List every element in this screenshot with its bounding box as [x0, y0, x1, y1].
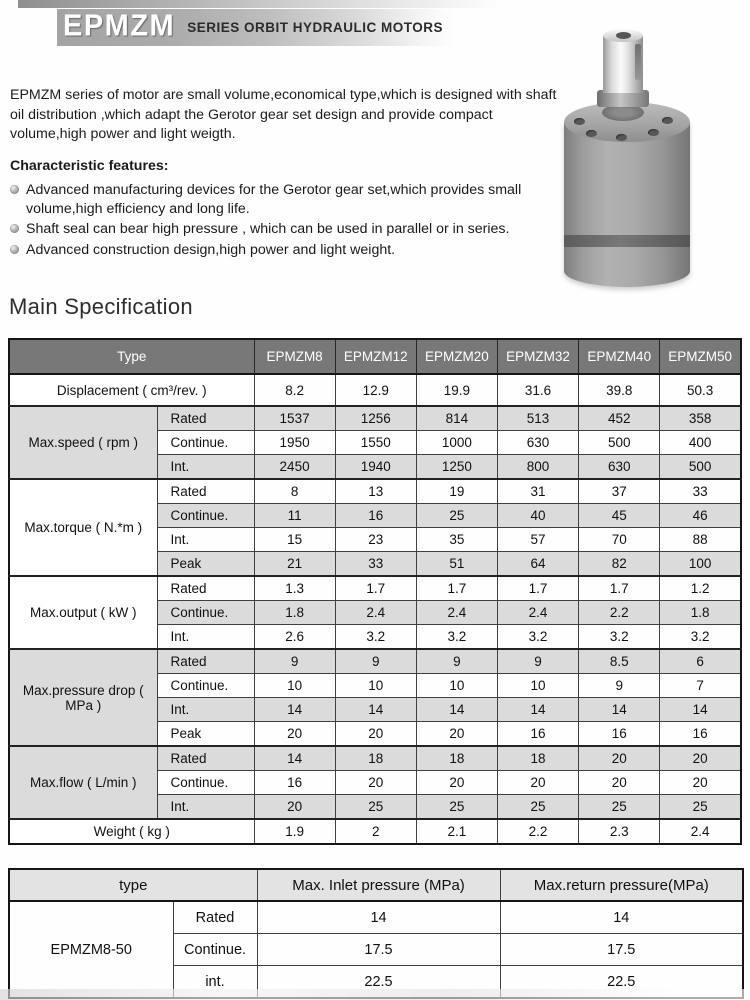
motor-body	[564, 122, 690, 287]
spec-value: 2.2	[497, 819, 578, 844]
spec-value: 14	[254, 746, 335, 771]
spec-value: 2.3	[579, 819, 660, 844]
column-header: EPMZM32	[497, 339, 578, 374]
row-group-label: Max.flow ( L/min )	[9, 746, 157, 819]
spec-value: 10	[335, 674, 416, 698]
spec-value: 15	[254, 528, 335, 552]
spec-value: 100	[660, 552, 741, 577]
spec-value: 51	[416, 552, 497, 577]
row-sub-label: Rated	[173, 901, 257, 934]
column-header: EPMZM12	[335, 339, 416, 374]
row-sub-label: Continue.	[173, 934, 257, 966]
spec-value: 70	[579, 528, 660, 552]
spec-value: 14	[335, 698, 416, 722]
feature-text: Advanced manufacturing devices for the Gerotor gear set,which provides small volume,high efficiency and long life.	[26, 182, 522, 217]
bolt-hole	[662, 117, 673, 124]
shaft-keyway	[635, 44, 641, 80]
spec-value: 1250	[416, 455, 497, 480]
row-group-label: Max.speed ( rpm )	[9, 406, 157, 479]
spec-value: 37	[579, 479, 660, 504]
spec-header-row	[9, 339, 741, 374]
spec-value: 9	[497, 649, 578, 674]
motor-band	[564, 235, 690, 247]
row-sub-label: Continue.	[157, 674, 254, 698]
spec-value: 20	[497, 771, 578, 795]
spec-value: 452	[579, 406, 660, 431]
pressure-value: 17.5	[500, 934, 743, 966]
spec-value: 40	[497, 504, 578, 528]
spec-value: 1.7	[579, 576, 660, 601]
spec-value: 1940	[335, 455, 416, 480]
spec-value: 800	[497, 455, 578, 480]
pressure-row	[9, 901, 743, 934]
spec-value: 1537	[254, 406, 335, 431]
sphere-bullet-icon	[10, 185, 19, 194]
spec-row-weight	[9, 819, 741, 844]
hydraulic-motor-photo	[552, 30, 702, 295]
features-section	[10, 158, 568, 261]
spec-value: 1000	[416, 431, 497, 455]
spec-value: 82	[579, 552, 660, 577]
row-sub-label: Rated	[157, 649, 254, 674]
spec-value: 20	[416, 722, 497, 747]
main-spec-table	[8, 338, 742, 845]
spec-value: 31.6	[497, 374, 578, 406]
spec-value: 14	[416, 698, 497, 722]
spec-value: 16	[335, 504, 416, 528]
model-label: EPMZM8-50	[9, 901, 173, 998]
spec-value: 1.3	[254, 576, 335, 601]
spec-value: 3.2	[579, 625, 660, 650]
top-gradient-strip	[18, 0, 500, 8]
spec-value: 1.7	[416, 576, 497, 601]
spec-value: 33	[660, 479, 741, 504]
spec-value: 10	[416, 674, 497, 698]
intro-paragraph: EPMZM series of motor are small volume,economical type,which is designed with shaft oil distribution ,which adapt the Gerotor gear set design and provide compact volume,high power and light weigth.	[10, 87, 557, 142]
spec-value: 3.2	[497, 625, 578, 650]
row-sub-label: Continue.	[157, 504, 254, 528]
pressure-value: 22.5	[500, 966, 743, 999]
spec-value: 46	[660, 504, 741, 528]
spec-value: 18	[335, 746, 416, 771]
spec-value: 6	[660, 649, 741, 674]
pressure-header-row	[9, 869, 743, 901]
pressure-value: 22.5	[257, 966, 500, 999]
spec-value: 14	[579, 698, 660, 722]
spec-value: 2.6	[254, 625, 335, 650]
pressure-value: 14	[500, 901, 743, 934]
spec-value: 20	[660, 771, 741, 795]
spec-value: 10	[497, 674, 578, 698]
spec-value: 400	[660, 431, 741, 455]
spec-value: 3.2	[335, 625, 416, 650]
spec-value: 20	[254, 722, 335, 747]
spec-value: 14	[254, 698, 335, 722]
spec-value: 9	[335, 649, 416, 674]
row-sub-label: Continue.	[157, 771, 254, 795]
spec-value: 2.4	[416, 601, 497, 625]
row-group-label: Max.output ( kW )	[9, 576, 157, 649]
row-sub-label: Int.	[157, 528, 254, 552]
scan-artifact-strip	[0, 989, 750, 1000]
spec-value: 2.1	[416, 819, 497, 844]
spec-value: 3.2	[416, 625, 497, 650]
series-title: SERIES ORBIT HYDRAULIC MOTORS	[187, 19, 443, 35]
spec-value: 630	[497, 431, 578, 455]
spec-value: 35	[416, 528, 497, 552]
column-header: EPMZM40	[579, 339, 660, 374]
spec-value: 88	[660, 528, 741, 552]
spec-row	[9, 479, 741, 504]
row-sub-label: int.	[173, 966, 257, 999]
spec-value: 57	[497, 528, 578, 552]
spec-value: 20	[579, 771, 660, 795]
bolt-hole	[586, 130, 597, 137]
spec-value: 25	[416, 795, 497, 820]
brand-logo: EPMZM	[63, 9, 176, 43]
spec-value: 19	[416, 479, 497, 504]
spec-value: 12.9	[335, 374, 416, 406]
type-header-cell: Type	[9, 339, 254, 374]
pressure-value: 14	[257, 901, 500, 934]
spec-value: 2.4	[335, 601, 416, 625]
spec-value: 31	[497, 479, 578, 504]
row-sub-label: Rated	[157, 406, 254, 431]
spec-value: 1.8	[254, 601, 335, 625]
spec-value: 14	[497, 698, 578, 722]
spec-value: 1.9	[254, 819, 335, 844]
row-sub-label: Peak	[157, 552, 254, 577]
row-sub-label: Int.	[157, 795, 254, 820]
row-sub-label: Rated	[157, 746, 254, 771]
spec-value: 16	[497, 722, 578, 747]
spec-value: 19.9	[416, 374, 497, 406]
sphere-bullet-icon	[10, 245, 19, 254]
spec-value: 1.2	[660, 576, 741, 601]
row-group-label: Max.pressure drop ( MPa )	[9, 649, 157, 746]
spec-value: 8	[254, 479, 335, 504]
row-sub-label: Peak	[157, 722, 254, 747]
pressure-table	[8, 868, 744, 999]
spec-value: 20	[579, 746, 660, 771]
spec-value: 2.2	[579, 601, 660, 625]
spec-row	[9, 649, 741, 674]
pressure-type-header: type	[9, 869, 257, 901]
row-sub-label: Continue.	[157, 431, 254, 455]
spec-value: 500	[660, 455, 741, 480]
spec-value: 8.5	[579, 649, 660, 674]
spec-value: 1256	[335, 406, 416, 431]
spec-row	[9, 746, 741, 771]
spec-value: 9	[579, 674, 660, 698]
bolt-hole	[648, 129, 659, 136]
spec-value: 9	[254, 649, 335, 674]
spec-value: 11	[254, 504, 335, 528]
spec-value: 513	[497, 406, 578, 431]
spec-value: 18	[416, 746, 497, 771]
feature-text: Advanced construction design,high power and light weight.	[26, 241, 396, 258]
bolt-hole	[574, 118, 585, 125]
spec-value: 25	[579, 795, 660, 820]
spec-value: 814	[416, 406, 497, 431]
spec-value: 20	[335, 771, 416, 795]
spec-value: 23	[335, 528, 416, 552]
spec-value: 16	[254, 771, 335, 795]
feature-text: Shaft seal can bear high pressure , which can be used in parallel or in series.	[26, 221, 510, 237]
column-header: EPMZM20	[416, 339, 497, 374]
row-label: Displacement ( cm³/rev. )	[9, 374, 254, 406]
shaft-center-hole	[616, 32, 631, 39]
spec-row-displacement	[9, 374, 741, 406]
spec-value: 25	[660, 795, 741, 820]
header-bar	[57, 9, 459, 46]
spec-value: 500	[579, 431, 660, 455]
spec-value: 50.3	[660, 374, 741, 406]
spec-value: 2450	[254, 455, 335, 480]
spec-value: 8.2	[254, 374, 335, 406]
spec-value: 14	[660, 698, 741, 722]
spec-value: 630	[579, 455, 660, 480]
spec-value: 9	[416, 649, 497, 674]
row-sub-label: Int.	[157, 455, 254, 480]
spec-value: 1950	[254, 431, 335, 455]
spec-value: 13	[335, 479, 416, 504]
feature-item	[10, 241, 568, 260]
spec-value: 1.7	[497, 576, 578, 601]
row-sub-label: Rated	[157, 479, 254, 504]
spec-value: 1.7	[335, 576, 416, 601]
row-sub-label: Int.	[157, 625, 254, 650]
spec-value: 25	[497, 795, 578, 820]
pressure-value: 17.5	[257, 934, 500, 966]
spec-value: 20	[335, 722, 416, 747]
row-sub-label: Int.	[157, 698, 254, 722]
spec-value: 1.8	[660, 601, 741, 625]
spec-value: 20	[254, 795, 335, 820]
spec-value: 18	[497, 746, 578, 771]
inlet-pressure-header: Max. Inlet pressure (MPa)	[257, 869, 500, 901]
spec-row	[9, 406, 741, 431]
bolt-hole	[616, 134, 627, 141]
spec-value: 39.8	[579, 374, 660, 406]
main-spec-heading: Main Specification	[9, 294, 193, 319]
spec-value: 16	[660, 722, 741, 747]
spec-row	[9, 576, 741, 601]
feature-item	[10, 181, 568, 218]
return-pressure-header: Max.return pressure(MPa)	[500, 869, 743, 901]
spec-value: 21	[254, 552, 335, 577]
features-heading: Characteristic features:	[10, 158, 169, 174]
spec-value: 2.4	[497, 601, 578, 625]
spec-value: 3.2	[660, 625, 741, 650]
spec-value: 33	[335, 552, 416, 577]
feature-item	[10, 220, 568, 239]
sphere-bullet-icon	[10, 224, 19, 233]
spec-value: 64	[497, 552, 578, 577]
spec-value: 16	[579, 722, 660, 747]
spec-value: 2	[335, 819, 416, 844]
column-header: EPMZM8	[254, 339, 335, 374]
spec-value: 2.4	[660, 819, 741, 844]
row-group-label: Max.torque ( N.*m )	[9, 479, 157, 576]
spec-value: 358	[660, 406, 741, 431]
row-sub-label: Continue.	[157, 601, 254, 625]
row-sub-label: Rated	[157, 576, 254, 601]
spec-value: 20	[660, 746, 741, 771]
spec-value: 25	[335, 795, 416, 820]
spec-value: 1550	[335, 431, 416, 455]
spec-value: 25	[416, 504, 497, 528]
spec-value: 10	[254, 674, 335, 698]
spec-value: 20	[416, 771, 497, 795]
spec-value: 45	[579, 504, 660, 528]
column-header: EPMZM50	[660, 339, 741, 374]
row-label: Weight ( kg )	[9, 819, 254, 844]
spec-value: 7	[660, 674, 741, 698]
